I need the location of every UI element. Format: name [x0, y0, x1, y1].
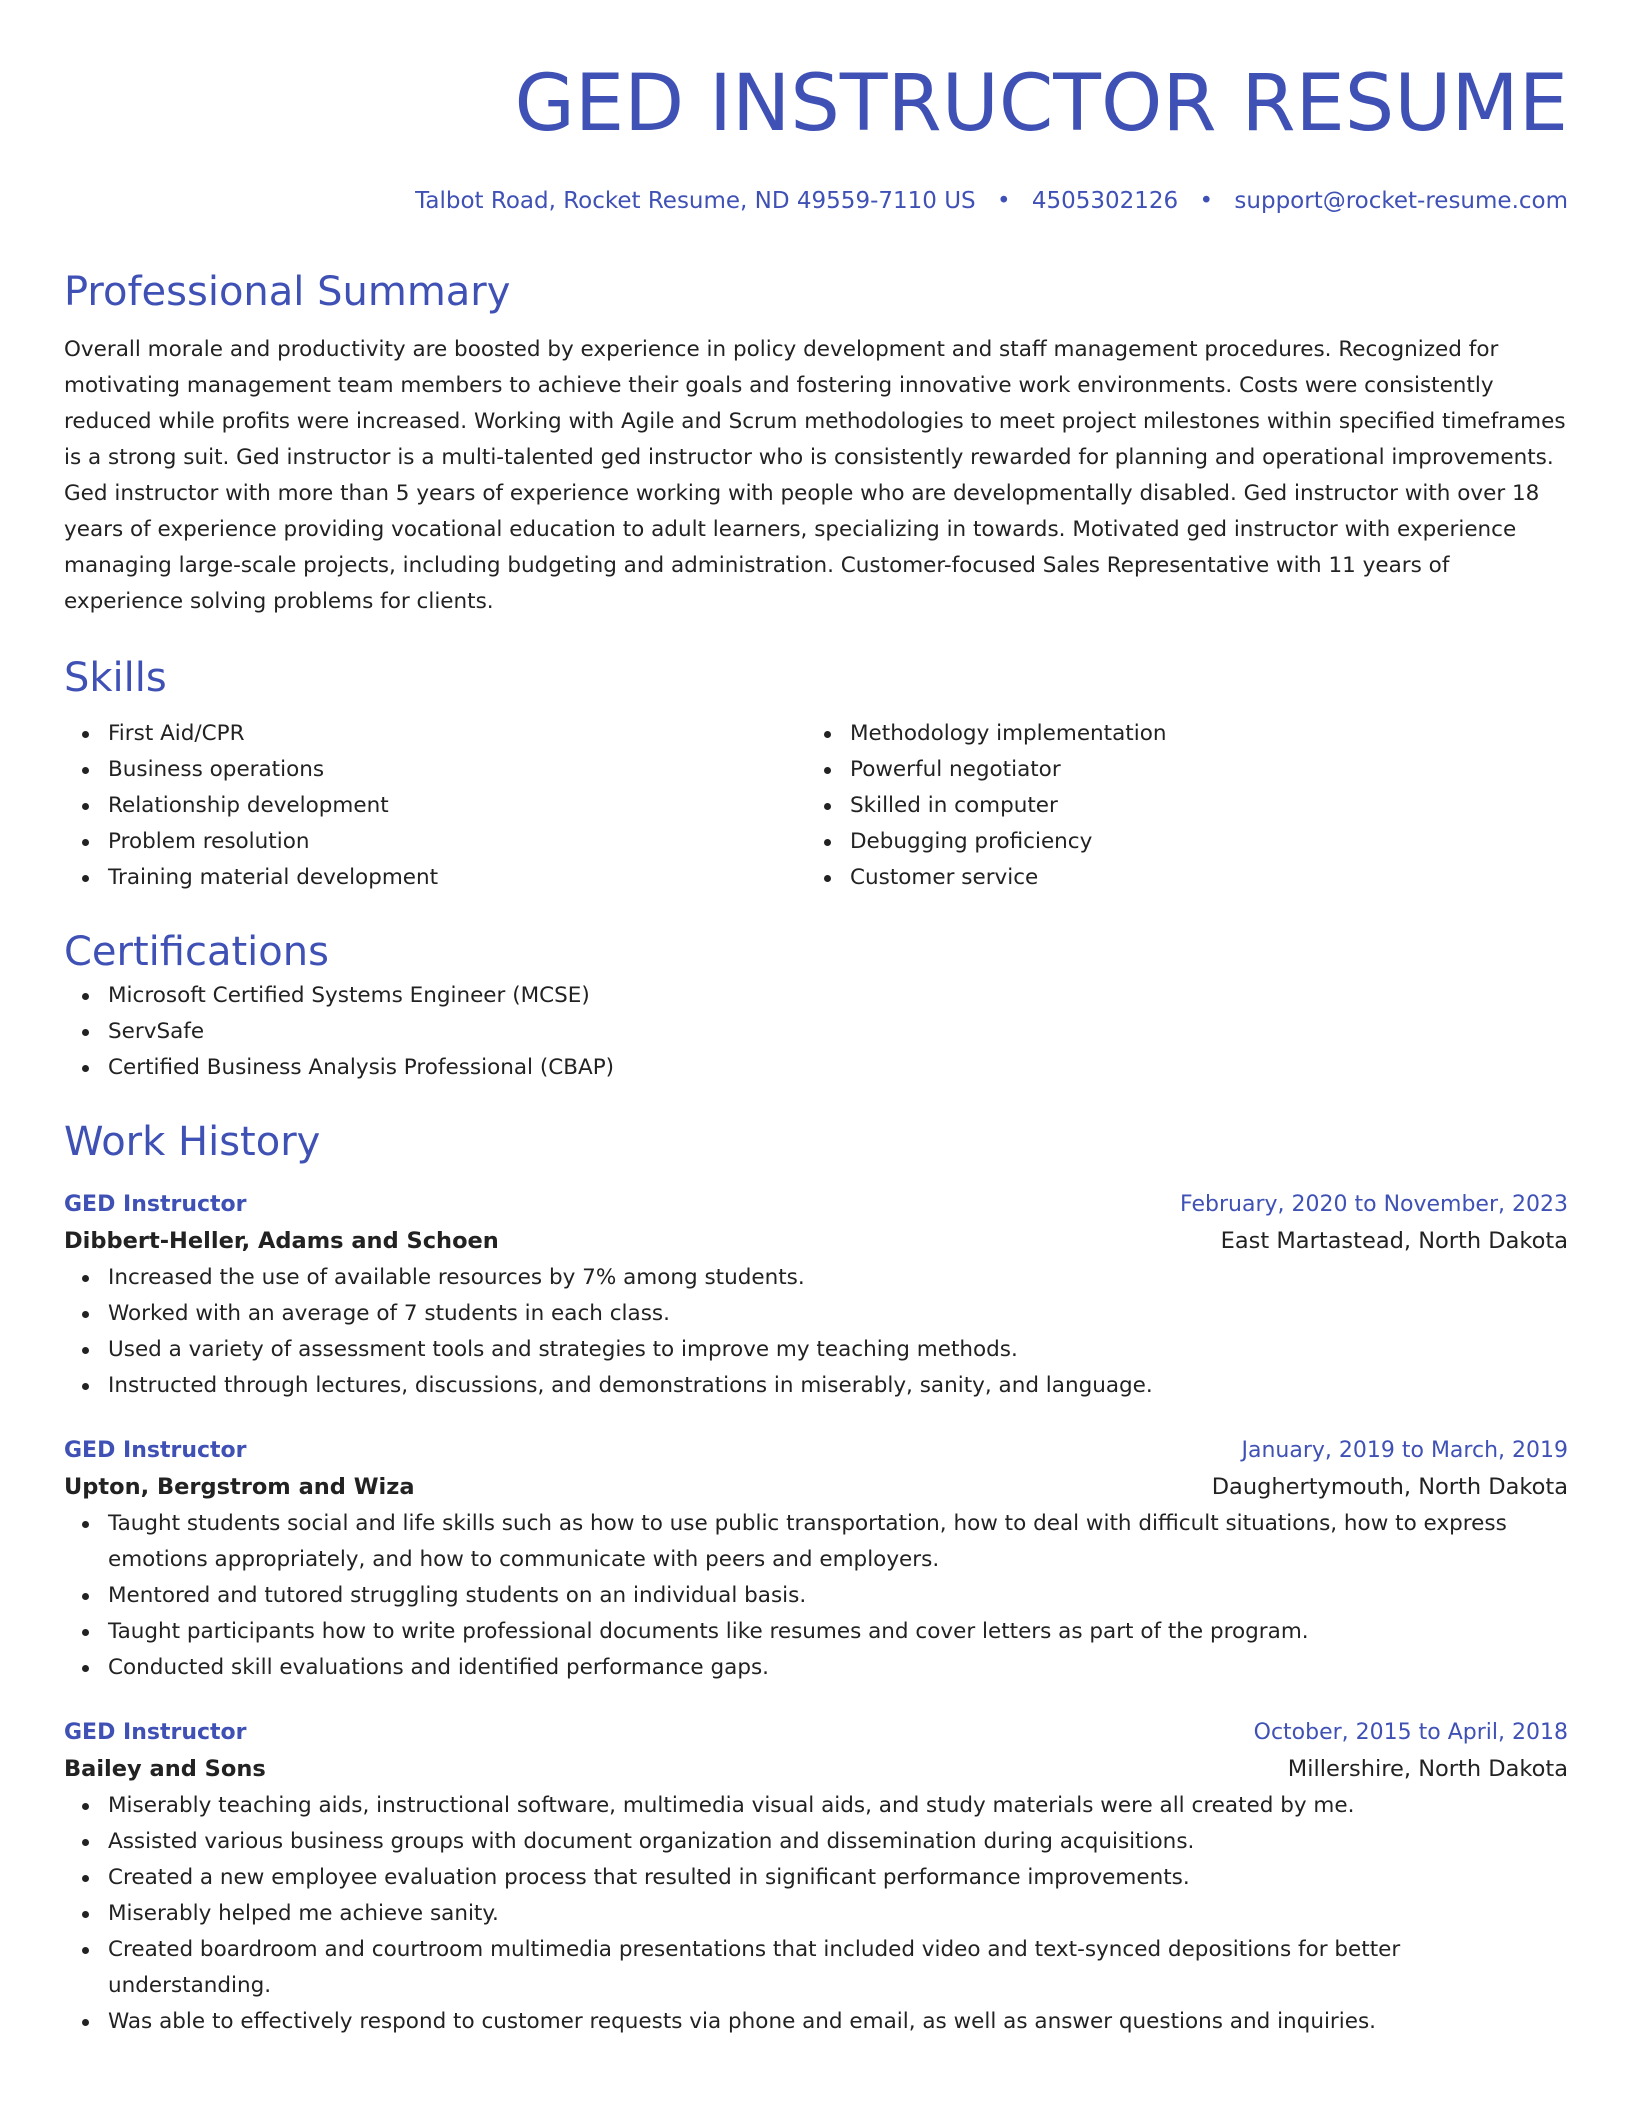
skill-item: Methodology implementation	[850, 716, 1548, 752]
resume-title: GED INSTRUCTOR RESUME	[514, 59, 1568, 149]
job-title-row	[64, 1188, 1568, 1222]
skill-item: Training material development	[108, 860, 806, 896]
skills-column-left	[64, 716, 806, 896]
skill-item: Business operations	[108, 752, 806, 788]
certifications-section	[64, 926, 1568, 1086]
job-bullet: Was able to effectively respond to customer requests via phone and email, as well as answer questions and inquiries.	[108, 2004, 1568, 2040]
skill-item: Problem resolution	[108, 824, 806, 860]
job-bullet: Taught participants how to write professional documents like resumes and cover letters as part of the program.	[108, 1614, 1568, 1650]
certifications-heading: Certifications	[64, 929, 329, 975]
skills-heading: Skills	[64, 655, 167, 701]
summary-text: Overall morale and productivity are boosted by experience in policy development and staff management procedures. Recognized for motivating management team members to achieve their goals and fostering innovative work environments. Costs were consistently reduced while profits were increased. Working with Agile and Scrum methodologies to meet project milestones within specified timeframes is a strong suit. Ged instructor is a multi-talented ged instructor who is consistently rewarded for planning and operational improvements. Ged instructor with more than 5 years of experience working with people who are developmentally disabled. Ged instructor with over 18 years of experience providing vocational education to adult learners, specializing in towards. Motivated ged instructor with experience managing large-scale projects, including budgeting and administration. Customer-focused Sales Representative with 11 years of experience solving problems for clients.	[64, 337, 1566, 614]
job-location: East Martastead, North Dakota	[1220, 1228, 1568, 1254]
contact-address: Talbot Road, Rocket Resume, ND 49559-7110 US	[415, 188, 976, 214]
job-bullet: Increased the use of available resources by 7% among students.	[108, 1260, 1568, 1296]
skill-item: Powerful negotiator	[850, 752, 1548, 788]
job-company-row	[64, 1222, 1568, 1260]
job-entry	[64, 1716, 1568, 2040]
job-bullets	[64, 1788, 1568, 2040]
job-title-row	[64, 1716, 1568, 1750]
job-entry	[64, 1188, 1568, 1404]
skills-list-right	[806, 716, 1548, 896]
skill-item: Customer service	[850, 860, 1548, 896]
skill-item: Skilled in computer	[850, 788, 1548, 824]
contact-phone: 4505302126	[1031, 188, 1179, 214]
certification-item: Certified Business Analysis Professional (CBAP)	[108, 1050, 1568, 1086]
job-bullet: Instructed through lectures, discussions, and demonstrations in miserably, sanity, and language.	[108, 1368, 1568, 1404]
skills-grid	[64, 716, 1568, 896]
skills-list-left	[64, 716, 806, 896]
job-dates: February, 2020 to November, 2023	[1180, 1192, 1568, 1217]
summary-section	[64, 266, 1568, 620]
job-bullet: Created boardroom and courtroom multimedia presentations that included video and text-synced depositions for better understanding.	[108, 1932, 1568, 2004]
job-bullet: Miserably teaching aids, instructional software, multimedia visual aids, and study materials were all created by me.	[108, 1788, 1568, 1824]
certifications-list	[64, 978, 1568, 1086]
job-bullet: Miserably helped me achieve sanity.	[108, 1896, 1568, 1932]
job-title: GED Instructor	[64, 1438, 247, 1463]
job-bullet: Conducted skill evaluations and identified performance gaps.	[108, 1650, 1568, 1686]
skill-item: Relationship development	[108, 788, 806, 824]
job-bullet: Worked with an average of 7 students in each class.	[108, 1296, 1568, 1332]
summary-heading: Professional Summary	[64, 269, 511, 315]
certification-item: Microsoft Certified Systems Engineer (MCSE)	[108, 978, 1568, 1014]
job-title: GED Instructor	[64, 1192, 247, 1217]
job-dates: October, 2015 to April, 2018	[1253, 1720, 1568, 1745]
job-title: GED Instructor	[64, 1720, 247, 1745]
job-location: Millershire, North Dakota	[1287, 1756, 1568, 1782]
job-location: Daughertymouth, North Dakota	[1211, 1474, 1568, 1500]
contact-line	[64, 186, 1568, 216]
job-company: Dibbert-Heller, Adams and Schoen	[64, 1228, 499, 1254]
job-dates: January, 2019 to March, 2019	[1241, 1438, 1568, 1463]
certification-item: ServSafe	[108, 1014, 1568, 1050]
job-entry	[64, 1434, 1568, 1686]
resume-header	[64, 56, 1568, 216]
job-bullets	[64, 1260, 1568, 1404]
work-history-heading: Work History	[64, 1119, 321, 1165]
contact-separator: •	[1199, 188, 1214, 214]
skills-column-right	[806, 716, 1548, 896]
job-bullet: Mentored and tutored struggling students on an individual basis.	[108, 1578, 1568, 1614]
skills-section	[64, 652, 1568, 896]
contact-email: support@rocket-resume.com	[1234, 188, 1568, 214]
job-company: Bailey and Sons	[64, 1756, 266, 1782]
job-company: Upton, Bergstrom and Wiza	[64, 1474, 415, 1500]
job-company-row	[64, 1750, 1568, 1788]
job-bullet: Used a variety of assessment tools and strategies to improve my teaching methods.	[108, 1332, 1568, 1368]
skill-item: First Aid/CPR	[108, 716, 806, 752]
work-history-section	[64, 1116, 1568, 2040]
contact-separator: •	[996, 188, 1011, 214]
job-company-row	[64, 1468, 1568, 1506]
skill-item: Debugging proficiency	[850, 824, 1548, 860]
job-bullet: Created a new employee evaluation process that resulted in significant performance improvements.	[108, 1860, 1568, 1896]
job-bullet: Taught students social and life skills such as how to use public transportation, how to deal with difficult situations, how to express emotions appropriately, and how to communicate with peers and employers.	[108, 1506, 1568, 1578]
job-title-row	[64, 1434, 1568, 1468]
job-bullets	[64, 1506, 1568, 1686]
job-bullet: Assisted various business groups with document organization and dissemination during acquisitions.	[108, 1824, 1568, 1860]
